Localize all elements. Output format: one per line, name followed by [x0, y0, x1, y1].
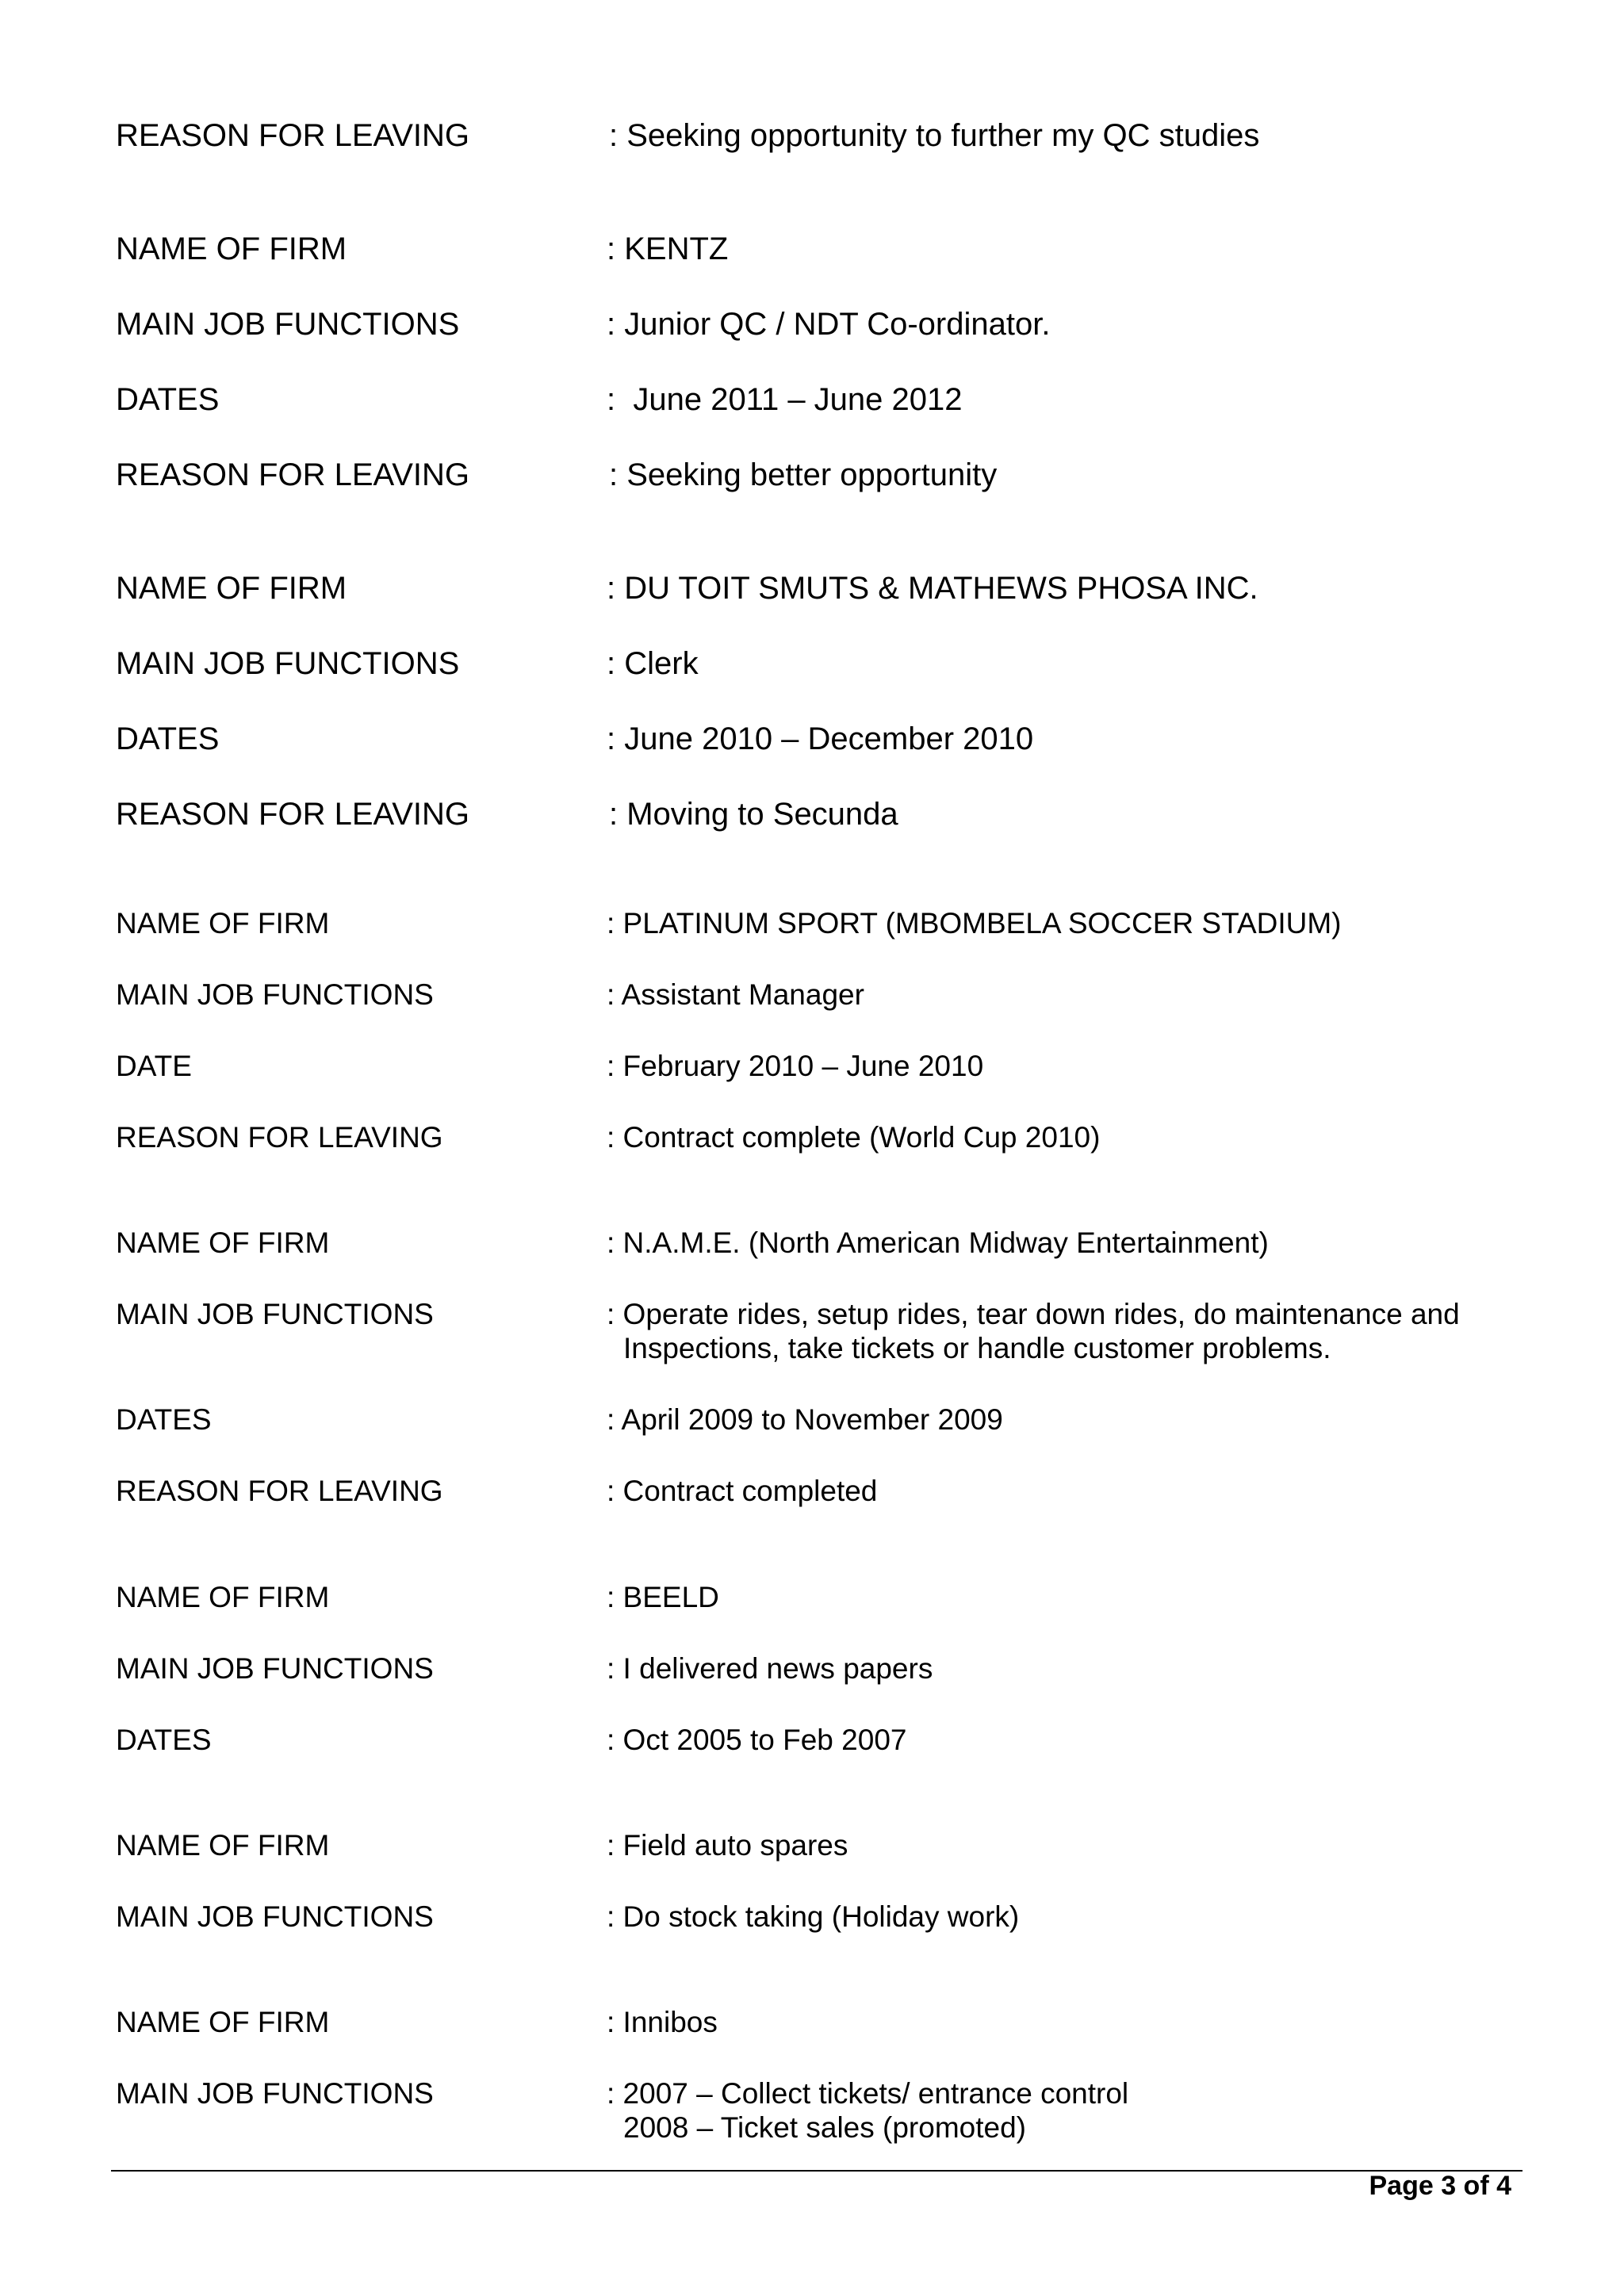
field-value: : Junior QC / NDT Co-ordinator.: [607, 307, 1051, 342]
field-value: : I delivered news papers: [607, 1652, 933, 1685]
field-label: NAME OF FIRM: [116, 1581, 330, 1613]
field-value: : Seeking opportunity to further my QC studies: [609, 118, 1260, 153]
field-value: : Innibos: [607, 2006, 718, 2038]
field-value-multiline: [607, 1296, 1460, 1366]
field-value-multiline: [607, 2076, 1128, 2145]
field-label: MAIN JOB FUNCTIONS: [116, 646, 460, 681]
field-value: : February 2010 – June 2010: [607, 1050, 984, 1082]
field-value: : N.A.M.E. (North American Midway Entertainment): [607, 1226, 1269, 1259]
field-label: DATES: [116, 382, 220, 417]
field-label: DATES: [116, 1403, 212, 1436]
field-label: DATES: [116, 1724, 212, 1756]
field-value-line-1: : 2007 – Collect tickets/ entrance control: [607, 2077, 1129, 2110]
field-label: REASON FOR LEAVING: [116, 1475, 443, 1507]
field-value: : June 2010 – December 2010: [607, 721, 1034, 756]
field-label: NAME OF FIRM: [116, 1226, 330, 1259]
field-value: : Contract completed: [607, 1475, 878, 1507]
field-value: : DU TOIT SMUTS & MATHEWS PHOSA INC.: [607, 571, 1258, 606]
footer-divider: [111, 2170, 1522, 2172]
field-value: : April 2009 to November 2009: [607, 1403, 1003, 1436]
field-label: REASON FOR LEAVING: [116, 457, 470, 492]
field-value: : BEELD: [607, 1581, 719, 1613]
field-value: : Assistant Manager: [607, 978, 864, 1011]
field-value-line-2: Inspections, take tickets or handle customer problems.: [623, 1332, 1331, 1364]
field-label: MAIN JOB FUNCTIONS: [116, 1900, 434, 1933]
page-number: Page 3 of 4: [1369, 2171, 1511, 2201]
field-value: : Moving to Secunda: [609, 797, 898, 832]
field-label: DATES: [116, 721, 220, 756]
field-value-line-1: : Operate rides, setup rides, tear down rides, do maintenance and: [607, 1298, 1460, 1330]
field-label: MAIN JOB FUNCTIONS: [116, 1298, 434, 1330]
field-value-line-2: 2008 – Ticket sales (promoted): [623, 2111, 1026, 2144]
field-value: : Oct 2005 to Feb 2007: [607, 1724, 907, 1756]
field-value: : Seeking better opportunity: [609, 457, 998, 492]
field-value: : Do stock taking (Holiday work): [607, 1900, 1020, 1933]
field-label: REASON FOR LEAVING: [116, 1121, 443, 1154]
field-value: : June 2011 – June 2012: [607, 382, 963, 417]
field-label: MAIN JOB FUNCTIONS: [116, 978, 434, 1011]
field-value: : Clerk: [607, 646, 699, 681]
field-label: MAIN JOB FUNCTIONS: [116, 307, 460, 342]
field-label: NAME OF FIRM: [116, 907, 330, 939]
field-label: DATE: [116, 1050, 192, 1082]
field-value: : Field auto spares: [607, 1829, 848, 1862]
field-label: REASON FOR LEAVING: [116, 118, 470, 153]
field-value: : PLATINUM SPORT (MBOMBELA SOCCER STADIUM): [607, 907, 1342, 939]
field-value: : KENTZ: [607, 232, 729, 266]
field-label: NAME OF FIRM: [116, 571, 347, 606]
field-value: : Contract complete (World Cup 2010): [607, 1121, 1101, 1154]
field-label: REASON FOR LEAVING: [116, 797, 470, 832]
field-label: NAME OF FIRM: [116, 2006, 330, 2038]
field-label: MAIN JOB FUNCTIONS: [116, 1652, 434, 1685]
field-label: NAME OF FIRM: [116, 232, 347, 266]
field-label: NAME OF FIRM: [116, 1829, 330, 1862]
field-label: MAIN JOB FUNCTIONS: [116, 2077, 434, 2110]
